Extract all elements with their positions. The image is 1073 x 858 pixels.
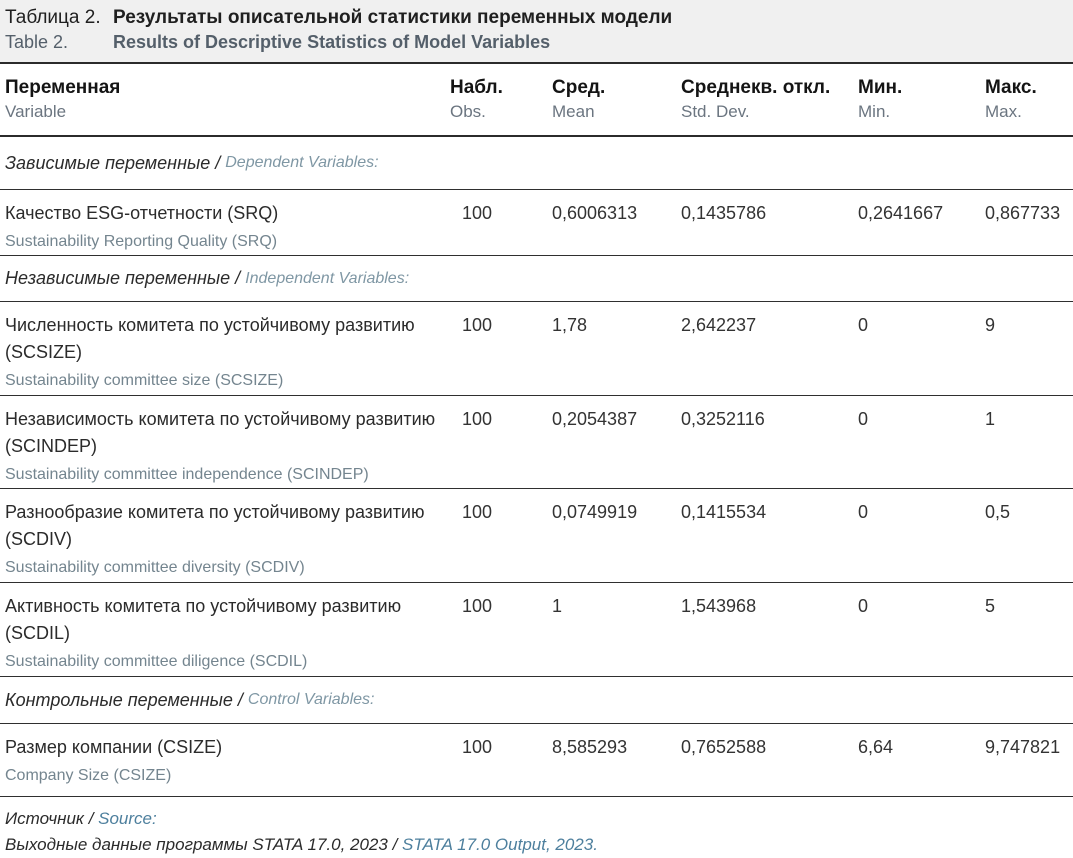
mean-value: 8,585293 (552, 737, 628, 757)
variable-name-ru: Численность комитета по устойчивому развитию (SCSIZE) (5, 315, 415, 362)
table-row-csize (0, 724, 1073, 797)
column-header-variable (5, 75, 450, 135)
table-row-srq (0, 190, 1073, 256)
mean-value: 1,78 (552, 315, 588, 335)
section-row-independent-variables (0, 256, 1073, 302)
section-label-ru: Зависимые переменные (5, 152, 211, 173)
max-value: 9,747821 (985, 737, 1061, 757)
variable-name-ru: Разнообразие комитета по устойчивому развитию (SCDIV) (5, 502, 425, 549)
column-header-obs (450, 75, 552, 135)
table-row-scdiv (0, 489, 1073, 583)
obs-value: 100 (462, 502, 493, 522)
variable-name-en: Sustainability committee independence (SCINDEP) (5, 466, 369, 483)
column-header-mean-ru: Сред. (552, 77, 606, 98)
column-header-min-ru: Мин. (858, 77, 903, 98)
obs-value: 100 (462, 315, 493, 335)
column-header-obs-ru: Набл. (450, 77, 503, 98)
min-value: 0 (858, 315, 869, 335)
column-header-variable-en: Variable (5, 102, 67, 121)
table-row-scdil (0, 583, 1073, 677)
table-header-row (0, 64, 1073, 137)
variable-cell (5, 406, 450, 488)
table-caption (0, 0, 1073, 64)
caption-label-en: Table 2. (5, 32, 69, 52)
section-separator: / (232, 689, 248, 710)
column-header-mean-en: Mean (552, 102, 595, 121)
section-row-dependent-variables (0, 137, 1073, 190)
min-value: 0 (858, 409, 869, 429)
source-detail-separator: / (387, 835, 403, 854)
column-header-max-en: Max. (985, 102, 1022, 121)
table-source-note (0, 797, 1073, 858)
source-line (5, 806, 1073, 832)
column-header-mean (552, 75, 681, 135)
variable-name-en: Company Size (CSIZE) (5, 767, 172, 784)
mean-value: 0,6006313 (552, 203, 638, 223)
variable-name-en: Sustainability committee size (SCSIZE) (5, 372, 284, 389)
max-value: 0,867733 (985, 203, 1061, 223)
min-value: 0 (858, 596, 869, 616)
column-header-obs-en: Obs. (450, 102, 486, 121)
column-header-max-ru: Макс. (985, 77, 1037, 98)
variable-name-ru: Активность комитета по устойчивому развитию (SCDIL) (5, 596, 402, 643)
max-value: 9 (985, 315, 996, 335)
caption-label-ru: Таблица 2. (5, 7, 101, 28)
variable-name-ru: Размер компании (CSIZE) (5, 737, 223, 757)
mean-value: 0,2054387 (552, 409, 638, 429)
source-detail-ru: Выходные данные программы STATA 17.0, 2023 (5, 835, 388, 854)
section-label-en: Control Variables: (247, 691, 375, 708)
caption-title-en: Results of Descriptive Statistics of Model Variables (113, 32, 551, 52)
variable-cell (5, 499, 450, 582)
column-header-max (985, 75, 1073, 135)
variable-cell (5, 312, 450, 395)
mean-value: 0,0749919 (552, 502, 638, 522)
source-label-en: Source: (98, 809, 157, 828)
section-label-ru: Контрольные переменные (5, 689, 233, 710)
source-detail-line (5, 832, 1073, 858)
std-dev-value: 0,3252116 (681, 409, 765, 429)
std-dev-value: 0,7652588 (681, 737, 767, 757)
section-label-en: Independent Variables: (245, 269, 410, 287)
variable-cell (5, 593, 450, 676)
column-header-min-en: Min. (858, 102, 891, 121)
std-dev-value: 1,543968 (681, 596, 757, 616)
obs-value: 100 (462, 596, 493, 616)
section-label-en: Dependent Variables: (225, 154, 379, 171)
variable-name-ru: Качество ESG-отчетности (SRQ) (5, 203, 279, 223)
min-value: 0,2641667 (858, 203, 944, 223)
variable-name-en: Sustainability committee diligence (SCDIL) (5, 653, 308, 670)
std-dev-value: 2,642237 (681, 315, 757, 335)
obs-value: 100 (462, 409, 493, 429)
section-separator: / (210, 152, 226, 173)
obs-value: 100 (462, 737, 493, 757)
section-separator: / (230, 268, 246, 288)
variable-cell (5, 200, 450, 255)
column-header-std-dev-en: Std. Dev. (681, 102, 750, 121)
max-value: 1 (985, 409, 996, 429)
min-value: 6,64 (858, 737, 894, 757)
column-header-std-dev-ru: Среднекв. откл. (681, 77, 831, 98)
mean-value: 1 (552, 596, 563, 616)
std-dev-value: 0,1435786 (681, 203, 767, 223)
table-row-scsize (0, 302, 1073, 396)
max-value: 5 (985, 596, 996, 616)
column-header-std-dev (681, 75, 858, 135)
column-header-min (858, 75, 985, 135)
variable-name-en: Sustainability Reporting Quality (SRQ) (5, 233, 278, 250)
source-label-ru: Источник (5, 809, 84, 828)
section-label-ru: Независимые переменные (5, 268, 231, 288)
obs-value: 100 (462, 203, 493, 223)
column-header-variable-ru: Переменная (5, 77, 121, 98)
std-dev-value: 0,1415534 (681, 502, 767, 522)
section-row-control-variables (0, 677, 1073, 724)
variable-name-ru: Независимость комитета по устойчивому развитию (SCINDEP) (5, 409, 436, 456)
variable-cell (5, 734, 450, 796)
max-value: 0,5 (985, 502, 1011, 522)
caption-title-ru: Результаты описательной статистики переменных модели (113, 7, 673, 28)
min-value: 0 (858, 502, 869, 522)
source-separator: / (83, 809, 99, 828)
variable-name-en: Sustainability committee diversity (SCDIV) (5, 559, 305, 576)
table-row-scindep (0, 396, 1073, 489)
source-detail-en: STATA 17.0 Output, 2023. (402, 835, 598, 854)
